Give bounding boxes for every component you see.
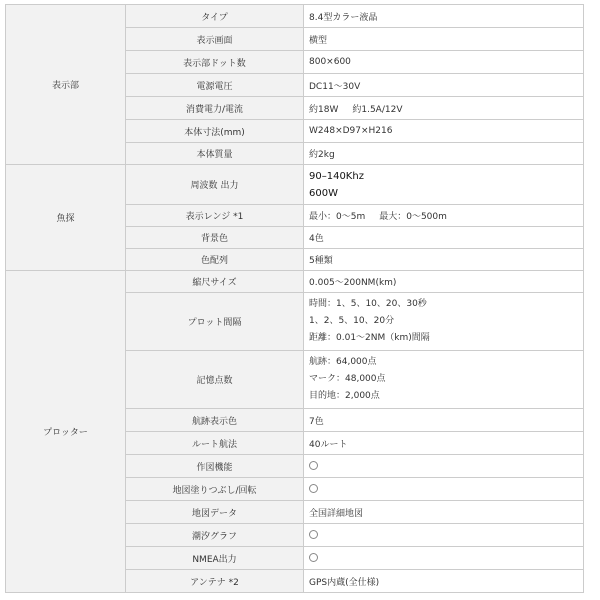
spec-value: GPS内蔵(全仕様) — [304, 570, 584, 593]
spec-value — [304, 478, 584, 501]
spec-label: 電源電圧 — [126, 74, 304, 97]
spec-label-line: 出力 — [220, 181, 239, 191]
spec-value: 8.4型カラー液晶 — [304, 5, 584, 28]
circle-icon — [309, 461, 318, 470]
spec-label: 背景色 — [126, 227, 304, 249]
spec-value — [304, 524, 584, 547]
spec-value — [304, 455, 584, 478]
spec-label: 表示レンジ *1 — [126, 205, 304, 227]
circle-icon — [309, 484, 318, 493]
spec-value: 7色 — [304, 409, 584, 432]
spec-label: 記憶点数 — [126, 351, 304, 409]
spec-value: 4色 — [304, 227, 584, 249]
circle-icon — [309, 530, 318, 539]
spec-label: 本体寸法(mm) — [126, 120, 304, 143]
spec-value: 90–140Khz 600W — [304, 165, 584, 205]
spec-value: 全国詳細地図 — [304, 501, 584, 524]
spec-label: タイプ — [126, 5, 304, 28]
spec-label: 表示部ドット数 — [126, 51, 304, 74]
spec-label: 色配列 — [126, 249, 304, 271]
spec-label: アンテナ *2 — [126, 570, 304, 593]
spec-label: プロット間隔 — [126, 293, 304, 351]
spec-label: 潮汐グラフ — [126, 524, 304, 547]
spec-value: DC11～30V — [304, 74, 584, 97]
table-row — [6, 5, 584, 28]
spec-label: 縮尺サイズ — [126, 271, 304, 293]
spec-label: 消費電力/電流 — [126, 97, 304, 120]
spec-value: W248×D97×H216 — [304, 120, 584, 143]
spec-label: 本体質量 — [126, 143, 304, 165]
spec-value: 航跡：64,000点 マーク：48,000点 目的地：2,000点 — [304, 351, 584, 409]
spec-label: 地図塗りつぶし/回転 — [126, 478, 304, 501]
spec-value: 時間：1、5、10、20、30秒 1、2、5、10、20分 距離：0.01～2NM（km)間隔 — [304, 293, 584, 351]
section-header-plotter: プロッター — [6, 271, 126, 593]
spec-label: 航跡表示色 — [126, 409, 304, 432]
spec-value: 約18W 約1.5A/12V — [304, 97, 584, 120]
spec-value: 0.005～200NM(km) — [304, 271, 584, 293]
spec-label: NMEA出力 — [126, 547, 304, 570]
spec-table — [5, 4, 584, 593]
spec-value: 横型 — [304, 28, 584, 51]
spec-value: 800×600 — [304, 51, 584, 74]
spec-label: 作図機能 — [126, 455, 304, 478]
circle-icon — [309, 553, 318, 562]
section-header-fish-finder: 魚探 — [6, 165, 126, 271]
spec-label — [126, 165, 304, 205]
spec-label-line: 周波数 — [190, 181, 218, 191]
spec-label: 表示画面 — [126, 28, 304, 51]
table-row — [6, 271, 584, 293]
spec-value: 最小：0～5m 最大：0～500m — [304, 205, 584, 227]
spec-value — [304, 547, 584, 570]
table-row — [6, 165, 584, 205]
spec-value: 40ルート — [304, 432, 584, 455]
spec-label: 地図データ — [126, 501, 304, 524]
spec-label: ルート航法 — [126, 432, 304, 455]
spec-value: 約2kg — [304, 143, 584, 165]
section-header-display: 表示部 — [6, 5, 126, 165]
spec-value: 5種類 — [304, 249, 584, 271]
